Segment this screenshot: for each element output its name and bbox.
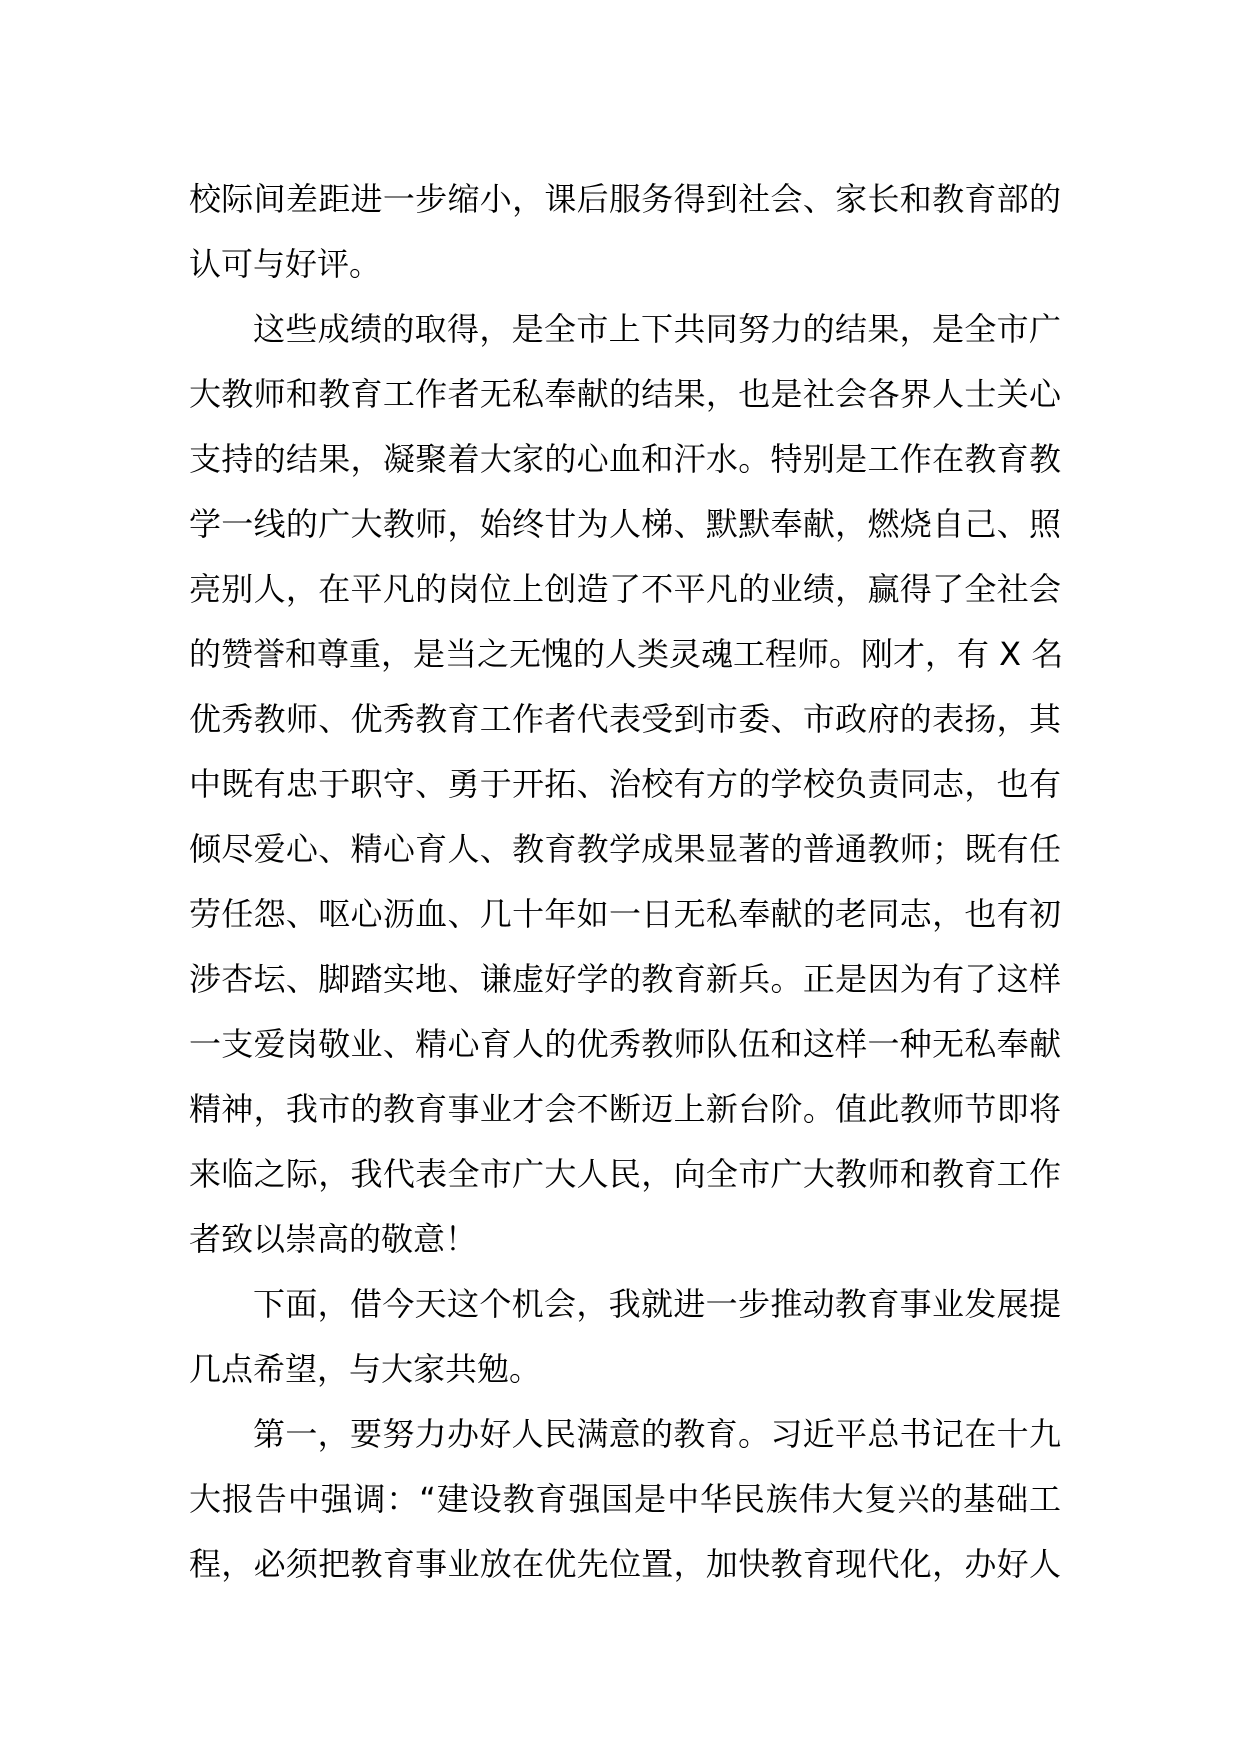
text-line: 支持的结果，凝聚着大家的心血和汗水。特别是工作在教育教: [189, 440, 1061, 478]
paragraph: [189, 1402, 1061, 1597]
text-line: 下面，借今天这个机会，我就进一步推动教育事业发展提: [253, 1285, 1061, 1323]
text-line: 涉杏坛、脚踏实地、谦虚好学的教育新兵。正是因为有了这样: [189, 960, 1061, 998]
text-line: 来临之际，我代表全市广大人民，向全市广大教师和教育工作: [189, 1155, 1061, 1193]
paragraph: [189, 167, 1061, 297]
text-line: 亮别人，在平凡的岗位上创造了不平凡的业绩，赢得了全社会: [189, 570, 1061, 608]
text-line: 倾尽爱心、精心育人、教育教学成果显著的普通教师；既有任: [189, 830, 1061, 868]
text-line: 者致以崇高的敬意！: [189, 1220, 478, 1258]
text-line: 一支爱岗敬业、精心育人的优秀教师队伍和这样一种无私奉献: [189, 1025, 1061, 1063]
text-line: 大教师和教育工作者无私奉献的结果，也是社会各界人士关心: [189, 375, 1061, 413]
text-line: 的赞誉和尊重，是当之无愧的人类灵魂工程师。刚才，有 X 名: [189, 635, 1064, 673]
paragraph: [189, 1272, 1061, 1402]
text-line: 大报告中强调：“建设教育强国是中华民族伟大复兴的基础工: [189, 1480, 1061, 1518]
text-line: 校际间差距进一步缩小，课后服务得到社会、家长和教育部的: [189, 180, 1061, 218]
text-line: 优秀教师、优秀教育工作者代表受到市委、市政府的表扬，其: [189, 700, 1061, 738]
document-body: [189, 167, 1064, 1597]
text-line: 第一，要努力办好人民满意的教育。习近平总书记在十九: [253, 1415, 1061, 1453]
text-line: 这些成绩的取得，是全市上下共同努力的结果，是全市广: [253, 310, 1061, 348]
text-line: 劳任怨、呕心沥血、几十年如一日无私奉献的老同志，也有初: [189, 895, 1061, 933]
text-line: 学一线的广大教师，始终甘为人梯、默默奉献，燃烧自己、照: [189, 505, 1061, 543]
text-line: 程，必须把教育事业放在优先位置，加快教育现代化，办好人: [189, 1545, 1061, 1583]
text-line: 中既有忠于职守、勇于开拓、治校有方的学校负责同志，也有: [189, 765, 1061, 803]
text-line: 几点希望，与大家共勉。: [189, 1350, 542, 1388]
paragraph: [189, 297, 1064, 1272]
text-line: 精神，我市的教育事业才会不断迈上新台阶。值此教师节即将: [189, 1090, 1061, 1128]
text-line: 认可与好评。: [189, 245, 382, 283]
